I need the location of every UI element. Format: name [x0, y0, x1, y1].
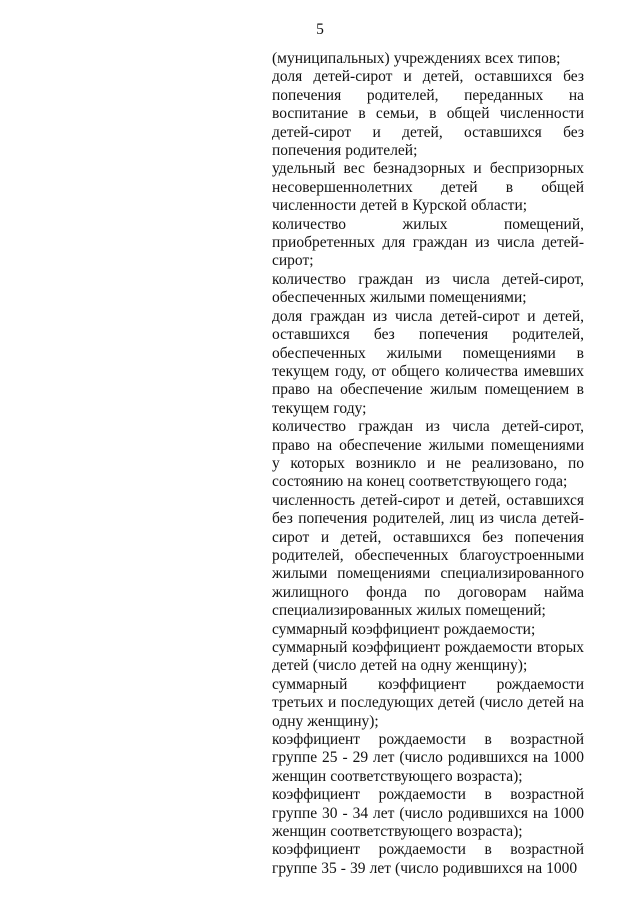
page-number: 5: [316, 21, 324, 38]
paragraph-fertility-25-29: коэффициент рождаемости в возрастной группе 25 - 29 лет (число родившихся на 1000 женщин соответствующего возраста);: [272, 731, 584, 785]
paragraph-municipal-institutions: (муниципальных) учреждениях всех типов;: [272, 50, 561, 67]
document-body: [272, 50, 584, 878]
paragraph-orphans-in-families-share: доля детей-сирот и детей, оставшихся без попечения родителей, переданных на воспитание в семьи, в общей численности детей-сирот и детей, оставшихся без попечения родителей;: [272, 68, 584, 160]
paragraph-neglected-minors-share: удельный вес безнадзорных и беспризорных несовершеннолетних детей в общей численности детей в Курской области;: [272, 160, 584, 215]
paragraph-fertility-35-39: коэффициент рождаемости в возрастной группе 35 - 39 лет (число родившихся на 1000: [272, 841, 584, 877]
paragraph-orphans-housed-count: количество граждан из числа детей-сирот, обеспеченных жилыми помещениями;: [272, 270, 584, 307]
paragraph-specialized-housing: численность детей-сирот и детей, оставшихся без попечения родителей, лиц из числа детей-сирот и детей, оставшихся без попечения родителей, обеспеченных благоустроенными жилыми помещениями специализированного жилищного фонда по договорам найма специализированных жилых помещений;: [272, 491, 584, 620]
paragraph-orphans-housed-share: доля граждан из числа детей-сирот и детей, оставшихся без попечения родителей, обеспеченных жилыми помещениями в текущем году, от общего количества имевших право на обеспечение жилым помещением в текущем году;: [272, 307, 584, 417]
paragraph-second-births-fertility: суммарный коэффициент рождаемости вторых детей (число детей на одну женщину);: [272, 639, 584, 675]
paragraph-housing-purchased-count: количество жилых помещений, приобретенных для граждан из числа детей-сирот;: [272, 215, 584, 270]
paragraph-third-births-fertility: суммарный коэффициент рождаемости третьих и последующих детей (число детей на одну женщину);: [272, 675, 584, 730]
paragraph-fertility-30-34: коэффициент рождаемости в возрастной группе 30 - 34 лет (число родившихся на 1000 женщин соответствующего возраста);: [272, 786, 584, 841]
paragraph-unrealized-housing-right: количество граждан из числа детей-сирот, право на обеспечение жилыми помещениями у которых возникло и не реализовано, по состоянию на конец соответствующего года;: [272, 418, 584, 491]
paragraph-total-fertility-rate: суммарный коэффициент рождаемости;: [272, 620, 536, 638]
